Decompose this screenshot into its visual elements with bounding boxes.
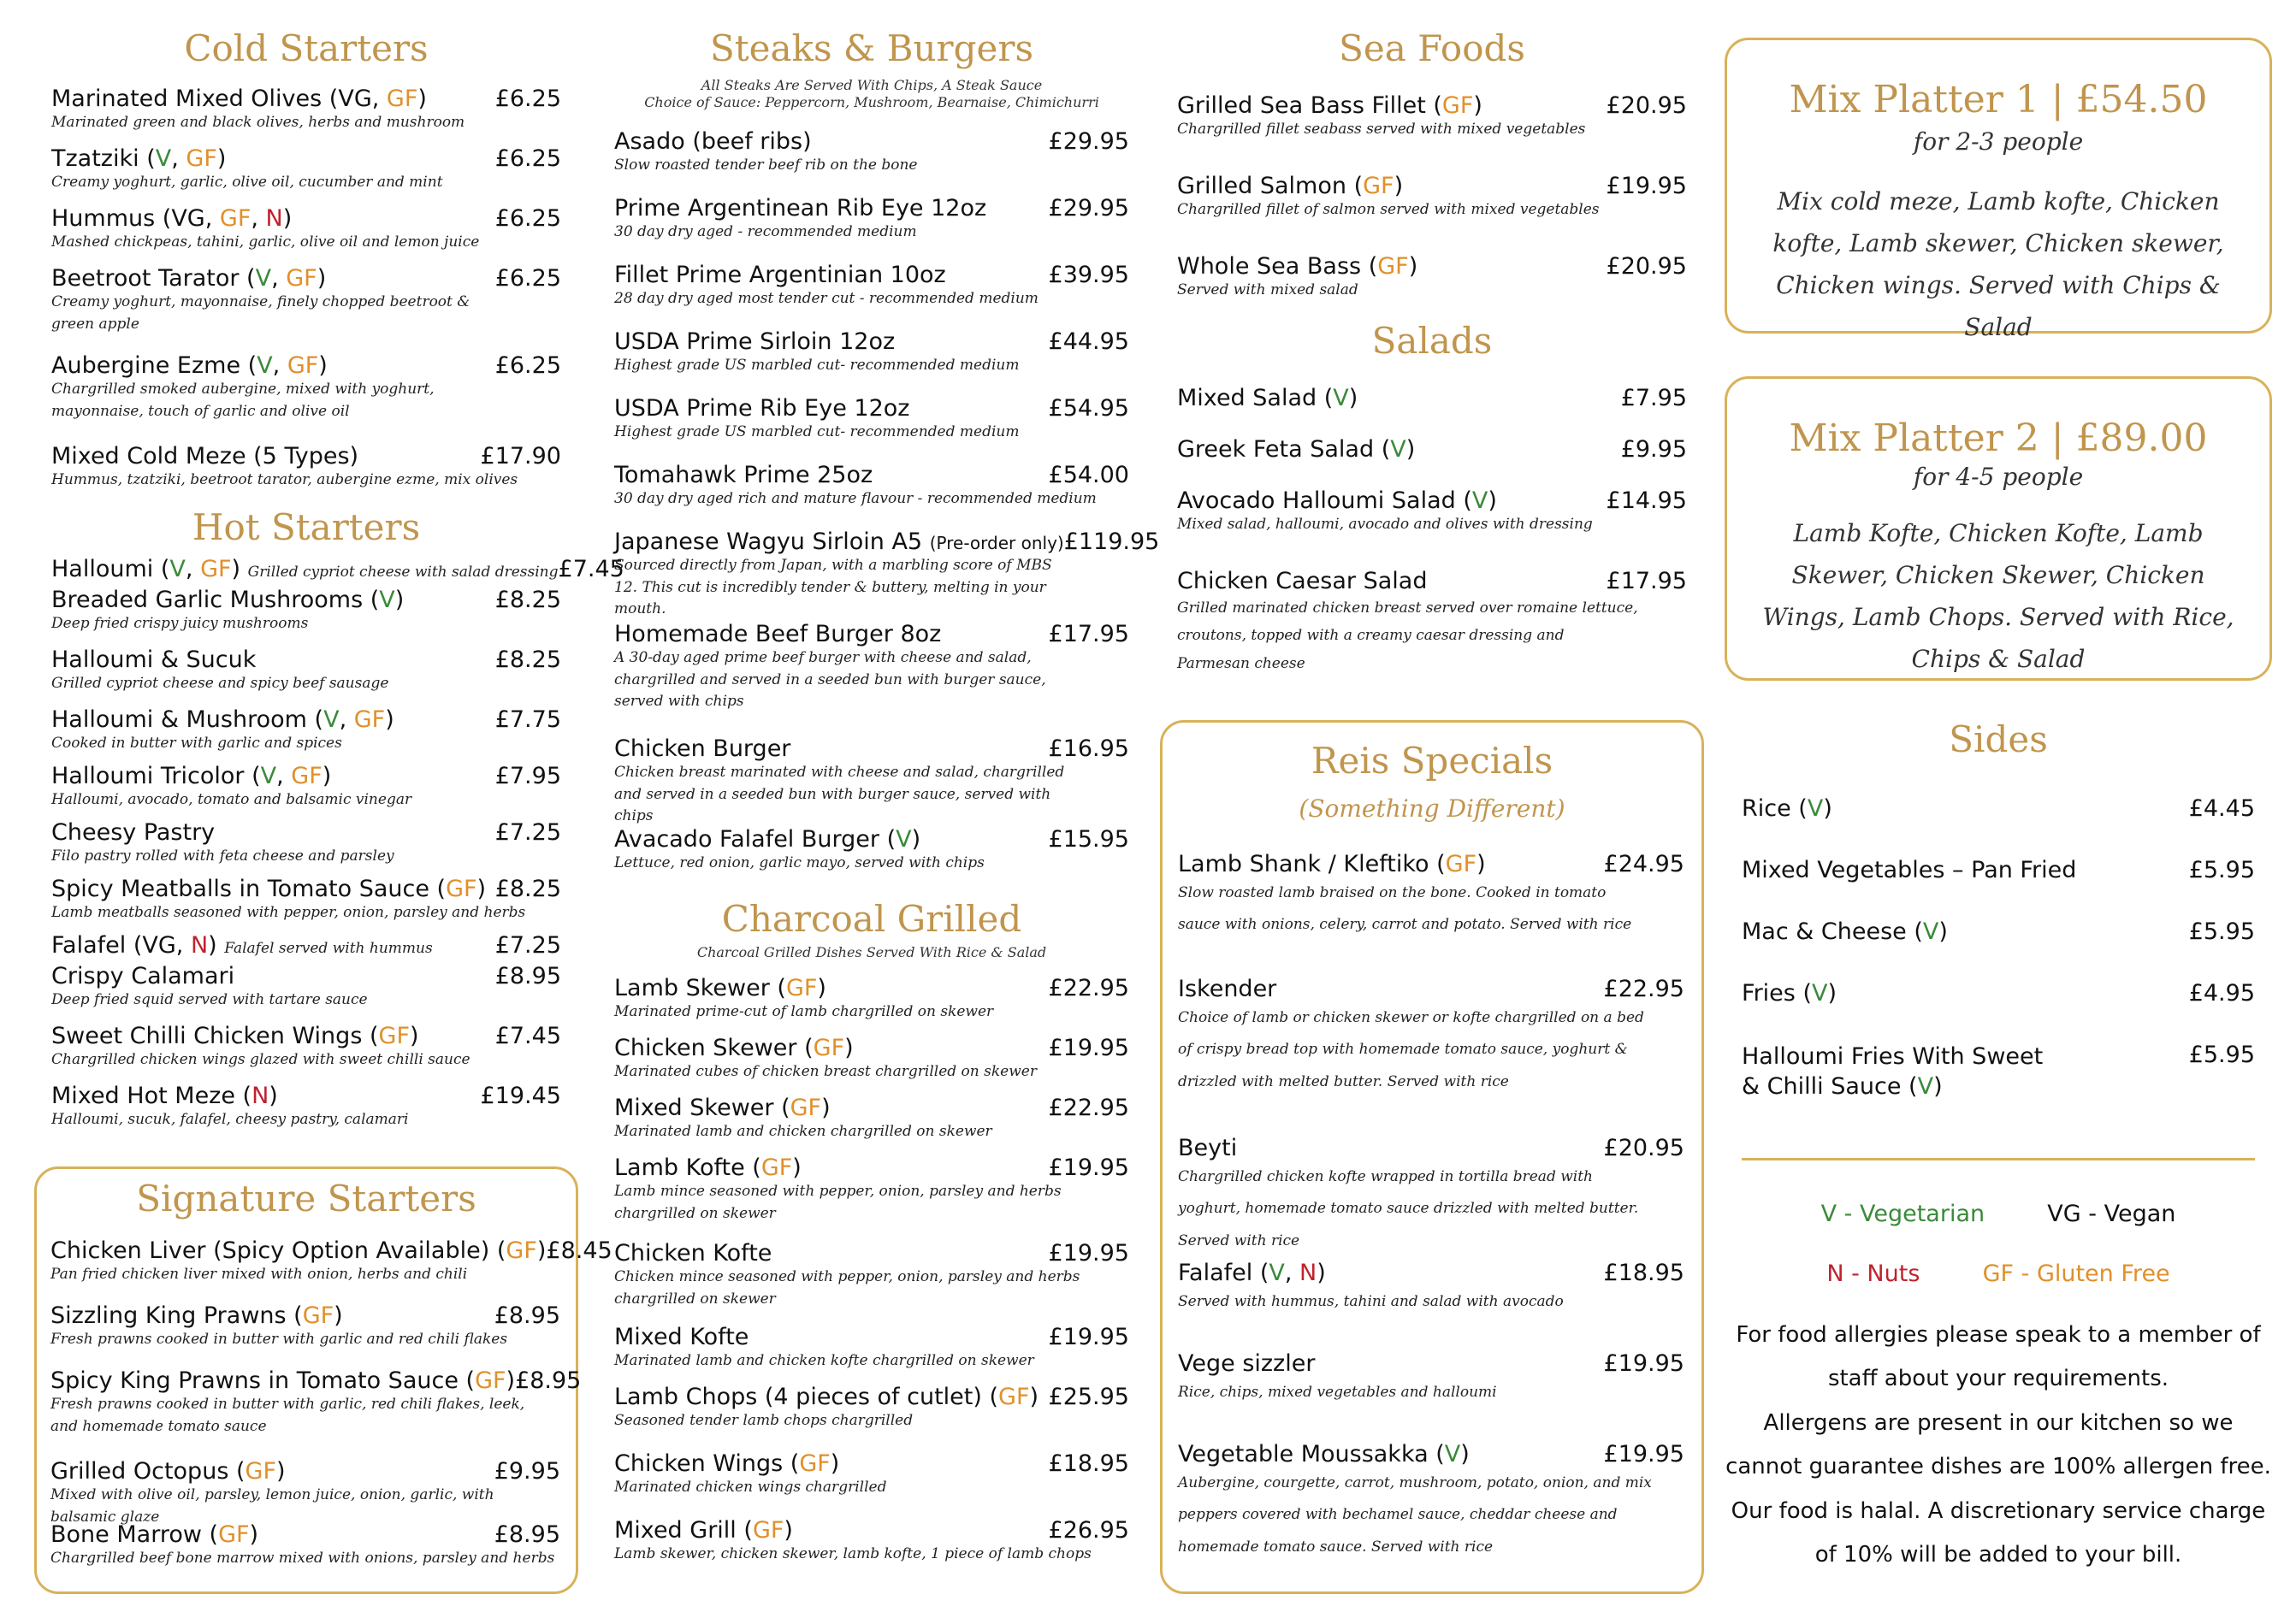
item-price: £19.95 <box>1603 1441 1684 1467</box>
legend-vegan: VG - Vegan <box>2047 1201 2176 1227</box>
item-name: Halloumi & Mushroom <box>51 706 307 733</box>
menu-item: Mixed Salad (V) £7.95 <box>1177 385 1687 411</box>
item-desc: 30 day dry aged - recommended medium <box>614 223 917 240</box>
menu-item: Sweet Chilli Chicken Wings (GF) £7.45 Chargrilled chicken wings glazed with sweet chilli sauce <box>51 1023 561 1072</box>
item-name: Tzatziki <box>51 145 139 172</box>
item-desc: Grilled cypriot cheese and spicy beef sausage <box>51 675 389 692</box>
item-price: £9.95 <box>494 1458 560 1485</box>
item-desc: Chargrilled fillet seabass served with mixed vegetables <box>1177 121 1586 138</box>
item-name: Bone Marrow <box>50 1521 202 1548</box>
menu-item: Tzatziki (V, GF) £6.25 Creamy yoghurt, garlic, olive oil, cucumber and mint <box>51 145 561 194</box>
item-name: Cheesy Pastry <box>51 819 216 846</box>
item-price: £6.25 <box>494 205 561 232</box>
item-name: Mac & Cheese <box>1742 918 1907 945</box>
item-desc: Chargrilled smoked aubergine, mixed with yoghurt, mayonnaise, touch of garlic and olive oil <box>51 381 435 420</box>
menu-item: Avacado Falafel Burger (V) £15.95 Lettuce, red onion, garlic mayo, served with chips <box>614 826 1129 875</box>
item-price: £8.45 <box>546 1237 612 1264</box>
item-price: £22.95 <box>1048 975 1129 1001</box>
item-price: £19.95 <box>1606 173 1687 199</box>
item-desc: 30 day dry aged rich and mature flavour - recommended medium <box>614 490 1097 507</box>
allergy-notice: For food allergies please speak to a member of staff about your requirements. Allergens are present in our kitchen so we cannot guarantee dishes are 100% allergen free. Our food is halal. A discretionary service charge of 10% will be added to your bill. <box>1725 1322 2271 1568</box>
platter-1-subtitle: for 2-3 people <box>1913 127 2084 156</box>
platter-1-price: £54.50 <box>2075 78 2208 121</box>
item-name: Halloumi Fries With Sweet & Chilli Sauce <box>1742 1043 2044 1101</box>
item-name: Rice <box>1742 795 1791 822</box>
item-name: Spicy Meatballs in Tomato Sauce <box>51 876 429 902</box>
item-price: £6.25 <box>494 145 561 172</box>
menu-item <box>614 529 1160 621</box>
item-price: £5.95 <box>2188 1042 2255 1068</box>
item-desc: Aubergine, courgette, carrot, mushroom, potato, onion, and mix peppers covered with bechamel sauce, cheddar cheese and homemade tomato sauce. Served with rice <box>1178 1474 1652 1556</box>
menu-item <box>614 195 1129 244</box>
item-price: £22.95 <box>1603 976 1684 1002</box>
item-price: £29.95 <box>1048 195 1129 221</box>
item-price: £19.95 <box>1603 1350 1684 1377</box>
menu-item <box>614 1324 1129 1373</box>
menu-item: Mixed Skewer (GF) £22.95 Marinated lamb and chicken chargrilled on skewer <box>614 1095 1129 1143</box>
item-name: Chicken Skewer <box>614 1035 797 1061</box>
item-desc: Creamy yoghurt, garlic, olive oil, cucumber and mint <box>51 174 443 191</box>
menu-item: Mac & Cheese (V) £5.95 <box>1742 918 2255 945</box>
item-name: Vege sizzler <box>1178 1350 1316 1377</box>
menu-item <box>1178 1350 1684 1408</box>
item-price: £4.45 <box>2188 795 2255 822</box>
item-price: £54.00 <box>1048 462 1129 488</box>
menu-item <box>614 1240 1129 1310</box>
item-name: Halloumi <box>51 556 154 582</box>
item-desc: Marinated lamb and chicken chargrilled on skewer <box>614 1123 992 1140</box>
item-name: Chicken Caesar Salad <box>1177 568 1428 594</box>
menu-item: Halloumi (V, GF) Grilled cypriot cheese with salad dressing £7.45 <box>51 556 624 582</box>
mix-platter-2-box <box>1725 376 2272 681</box>
item-price: £19.45 <box>480 1083 561 1109</box>
platter-2-subtitle: for 4-5 people <box>1913 463 2084 491</box>
legend-row-1 <box>1742 1201 2255 1227</box>
item-name: Tomahawk Prime 25oz <box>614 462 873 488</box>
item-price: £6.25 <box>494 86 561 112</box>
item-name: Mixed Salad <box>1177 385 1317 411</box>
item-name: Falafel <box>1178 1260 1253 1286</box>
item-desc: Mixed with olive oil, parsley, lemon juice, onion, garlic, with balsamic glaze <box>50 1486 494 1526</box>
menu-item <box>614 262 1129 310</box>
item-desc: Chicken breast marinated with cheese and salad, chargrilled and served in a seeded bun with burger sauce, served with chips <box>614 764 1065 824</box>
item-price: £20.95 <box>1603 1135 1684 1161</box>
item-desc: Falafel served with hummus <box>224 940 433 957</box>
item-desc: Cooked in butter with garlic and spices <box>51 735 342 752</box>
menu-item <box>614 735 1129 828</box>
item-desc: Fresh prawns cooked in butter with garlic, red chili flakes, leek, and homemade tomato sauce <box>50 1396 525 1435</box>
item-price: £8.25 <box>494 587 561 613</box>
item-name: Sizzling King Prawns <box>50 1302 287 1329</box>
steaks-subtitle-1: All Steaks Are Served With Chips, A Steak Sauce <box>701 77 1043 93</box>
preorder-note: (Pre-order only) <box>929 533 1064 553</box>
item-price: £17.95 <box>1606 568 1687 594</box>
item-name: Beetroot Tarator <box>51 265 240 292</box>
item-name: Hummus <box>51 205 156 232</box>
item-name: Greek Feta Salad <box>1177 436 1375 463</box>
reis-specials-box <box>1160 720 1704 1594</box>
item-desc: Served with mixed salad <box>1177 281 1358 298</box>
menu-item <box>51 963 561 1012</box>
menu-item: Grilled Salmon (GF) £19.95 Chargrilled fillet of salmon served with mixed vegetables <box>1177 173 1687 221</box>
item-price: £17.90 <box>480 443 561 469</box>
item-desc: Hummus, tzatziki, beetroot tarator, aubergine ezme, mix olives <box>51 471 518 488</box>
signature-starters-title: Signature Starters <box>136 1178 476 1219</box>
menu-item: Avocado Halloumi Salad (V) £14.95 Mixed salad, halloumi, avocado and olives with dressing <box>1177 487 1687 536</box>
item-name: Mixed Skewer <box>614 1095 774 1121</box>
item-desc: Highest grade US marbled cut- recommended medium <box>614 357 1020 374</box>
item-name: Crispy Calamari <box>51 963 235 989</box>
item-price: £18.95 <box>1603 1260 1684 1286</box>
item-name: USDA Prime Rib Eye 12oz <box>614 395 910 422</box>
seafoods-title: Sea Foods <box>1339 27 1525 69</box>
menu-item: Beetroot Tarator (V, GF) £6.25 Creamy yoghurt, mayonnaise, finely chopped beetroot & green apple <box>51 265 561 335</box>
item-desc: Deep fried crispy juicy mushrooms <box>51 615 309 632</box>
item-desc: Chargrilled chicken wings glazed with sweet chilli sauce <box>51 1051 470 1068</box>
item-name: Whole Sea Bass <box>1177 253 1362 280</box>
item-desc: Grilled marinated chicken breast served over romaine lettuce, croutons, topped with a creamy caesar dressing and Parmesan cheese <box>1177 599 1638 672</box>
item-name: Grilled Octopus <box>50 1458 229 1485</box>
item-name: Sweet Chilli Chicken Wings <box>51 1023 363 1049</box>
item-name: Fries <box>1742 980 1796 1007</box>
item-desc: Halloumi, sucuk, falafel, cheesy pastry, calamari <box>51 1111 409 1128</box>
signature-starters-box <box>34 1166 612 1594</box>
item-name: Lamb Skewer <box>614 975 770 1001</box>
item-price: £7.25 <box>494 932 561 959</box>
item-name: Avacado Falafel Burger <box>614 826 879 853</box>
platter-2-price: £89.00 <box>2075 416 2208 460</box>
item-desc: Lamb skewer, chicken skewer, lamb kofte, 1 piece of lamb chops <box>614 1545 1092 1562</box>
menu-item: Greek Feta Salad (V) £9.95 <box>1177 436 1687 463</box>
item-desc: Chicken mince seasoned with pepper, onion, parsley and herbs chargrilled on skewer <box>614 1268 1080 1308</box>
menu-item <box>1178 1135 1684 1257</box>
menu-item: Fries (V) £4.95 <box>1742 980 2255 1007</box>
item-price: £24.95 <box>1603 851 1684 877</box>
item-name: Mixed Hot Meze <box>51 1083 235 1109</box>
menu-item: Chicken Skewer (GF) £19.95 Marinated cubes of chicken breast chargrilled on skewer <box>614 1035 1129 1084</box>
menu-item: Breaded Garlic Mushrooms (V) £8.25 Deep fried crispy juicy mushrooms <box>51 587 561 635</box>
item-desc: Lamb meatballs seasoned with pepper, onion, parsley and herbs <box>51 904 526 921</box>
item-desc: Mixed salad, halloumi, avocado and olives with dressing <box>1177 516 1593 533</box>
item-name: Prime Argentinean Rib Eye 12oz <box>614 195 987 221</box>
menu-item: Whole Sea Bass (GF) £20.95 Served with mixed salad <box>1177 253 1687 302</box>
item-desc: Filo pastry rolled with feta cheese and parsley <box>51 847 394 865</box>
sides-title: Sides <box>1949 718 2048 760</box>
steaks-title: Steaks & Burgers <box>710 27 1033 69</box>
item-desc: Sourced directly from Japan, with a marbling score of MBS 12. This cut is incredibly tender & buttery, melting in your mouth. <box>614 557 1052 617</box>
item-desc: Fresh prawns cooked in butter with garlic and red chili flakes <box>50 1331 508 1348</box>
item-price: £54.95 <box>1048 395 1129 422</box>
item-name: Mixed Grill <box>614 1517 737 1544</box>
item-desc: Mashed chickpeas, tahini, garlic, olive oil and lemon juice <box>51 233 480 251</box>
item-name: Halloumi Tricolor <box>51 763 245 789</box>
legend-nuts: N - Nuts <box>1826 1261 1920 1287</box>
menu-item: Falafel (V, N) £18.95 Served with hummus, tahini and salad with avocado <box>1178 1260 1684 1318</box>
item-price: £29.95 <box>1048 128 1129 155</box>
platter-1-desc: Mix cold meze, Lamb kofte, Chicken kofte, Lamb skewer, Chicken skewer, Chicken wings. Served with Chips & Salad <box>1772 187 2224 341</box>
item-name: Mixed Cold Meze (5 Types) <box>51 443 359 469</box>
item-name: Lamb Shank / Kleftiko <box>1178 851 1429 877</box>
menu-item: Chicken Wings (GF) £18.95 Marinated chicken wings chargrilled <box>614 1450 1129 1499</box>
menu-item: Lamb Shank / Kleftiko (GF) £24.95 Slow roasted lamb braised on the bone. Cooked in tomato sauce with onions, celery, carrot and potato. Served with rice <box>1178 851 1684 942</box>
item-name: Chicken Wings <box>614 1450 784 1477</box>
hot-starters-title: Hot Starters <box>192 506 421 548</box>
menu-item: Aubergine Ezme (V, GF) £6.25 Chargrilled smoked aubergine, mixed with yoghurt, mayonnaise, touch of garlic and olive oil <box>51 352 561 422</box>
item-price: £7.95 <box>494 763 561 789</box>
platter-1-title: Mix Platter 1 | £54.50 <box>1789 78 2208 121</box>
menu-item: Mixed Grill (GF) £26.95 Lamb skewer, chicken skewer, lamb kofte, 1 piece of lamb chops <box>614 1517 1129 1566</box>
cold-starters-title: Cold Starters <box>184 27 429 69</box>
item-name: Lamb Chops (4 pieces of cutlet) <box>614 1384 982 1410</box>
item-price: £5.95 <box>2188 918 2255 945</box>
item-desc: Grilled cypriot cheese with salad dressing <box>247 564 559 581</box>
item-price: £7.45 <box>494 1023 561 1049</box>
item-price: £6.25 <box>494 352 561 379</box>
item-price: £20.95 <box>1606 92 1687 119</box>
menu-item: Grilled Octopus (GF) £9.95 Mixed with olive oil, parsley, lemon juice, onion, garlic, with balsamic glaze <box>50 1458 560 1528</box>
item-price: £15.95 <box>1048 826 1129 853</box>
mix-platter-1-box <box>1725 38 2272 341</box>
item-name: Falafel <box>51 932 127 959</box>
menu-item: Bone Marrow (GF) £8.95 Chargrilled beef bone marrow mixed with onions, parsley and herbs <box>50 1521 560 1570</box>
item-price: £19.95 <box>1048 1154 1129 1181</box>
item-price: £8.95 <box>494 1302 560 1329</box>
menu-item: Marinated Mixed Olives (VG, GF) £6.25 Marinated green and black olives, herbs and mushroom <box>51 86 561 134</box>
item-desc: Marinated lamb and chicken kofte chargrilled on skewer <box>614 1352 1034 1369</box>
item-price: £8.95 <box>494 1521 560 1548</box>
menu-item: Spicy Meatballs in Tomato Sauce (GF) £8.25 Lamb meatballs seasoned with pepper, onion, parsley and herbs <box>51 876 561 924</box>
item-price: £18.95 <box>1048 1450 1129 1477</box>
item-desc: 28 day dry aged most tender cut - recommended medium <box>614 290 1039 307</box>
item-desc: Chargrilled chicken kofte wrapped in tortilla bread with yoghurt, homemade tomato sauce drizzled with melted butter. Served with rice <box>1178 1168 1639 1249</box>
item-price: £19.95 <box>1048 1324 1129 1350</box>
item-price: £8.25 <box>494 876 561 902</box>
item-price: £39.95 <box>1048 262 1129 288</box>
menu-item: Chicken Liver (Spicy Option Available) (GF) £8.45 Pan fried chicken liver mixed with onion, herbs and chili <box>50 1237 560 1286</box>
item-desc: Lettuce, red onion, garlic mayo, served with chips <box>614 854 985 871</box>
platter-2-desc: Lamb Kofte, Chicken Kofte, Lamb Skewer, Chicken Skewer, Chicken Wings, Lamb Chops. Served with Rice, Chips & Salad <box>1762 519 2234 673</box>
item-name: Beyti <box>1178 1135 1238 1161</box>
charcoal-subtitle: Charcoal Grilled Dishes Served With Rice & Salad <box>696 944 1047 960</box>
item-name: Mixed Kofte <box>614 1324 749 1350</box>
item-price: £26.95 <box>1048 1517 1129 1544</box>
item-price: £5.95 <box>2188 857 2255 883</box>
item-desc: Halloumi, avocado, tomato and balsamic vinegar <box>51 791 412 808</box>
item-price: £16.95 <box>1048 735 1129 762</box>
menu-item <box>51 647 561 695</box>
menu-item: Sizzling King Prawns (GF) £8.95 Fresh prawns cooked in butter with garlic and red chili flakes <box>50 1302 560 1351</box>
legend-vegetarian: V - Vegetarian <box>1820 1201 1985 1227</box>
item-desc: Slow roasted lamb braised on the bone. Cooked in tomato sauce with onions, celery, carrot and potato. Served with rice <box>1178 884 1632 934</box>
menu-item: Halloumi Tricolor (V, GF) £7.95 Halloumi, avocado, tomato and balsamic vinegar <box>51 763 561 812</box>
item-desc: Served with hummus, tahini and salad with avocado <box>1178 1293 1564 1310</box>
item-name: Iskender <box>1178 976 1277 1002</box>
item-price: £17.95 <box>1048 621 1129 647</box>
menu-item: Lamb Kofte (GF) £19.95 Lamb mince seasoned with pepper, onion, parsley and herbs chargrilled on skewer <box>614 1154 1129 1225</box>
item-price: £4.95 <box>2188 980 2255 1007</box>
item-price: £19.95 <box>1048 1240 1129 1267</box>
item-desc: Pan fried chicken liver mixed with onion, herbs and chili <box>50 1266 468 1283</box>
item-desc: Choice of lamb or chicken skewer or kofte chargrilled on a bed of crispy bread top with homemade tomato sauce, yoghurt & drizzled with melted butter. Served with rice <box>1178 1009 1644 1090</box>
item-name: Homemade Beef Burger 8oz <box>614 621 942 647</box>
item-name: Fillet Prime Argentinian 10oz <box>614 262 946 288</box>
menu-item <box>614 462 1129 511</box>
item-price: £7.45 <box>558 556 624 582</box>
item-name: Avocado Halloumi Salad <box>1177 487 1456 514</box>
item-name: USDA Prime Sirloin 12oz <box>614 328 896 355</box>
menu-item: Falafel (VG, N) Falafel served with hummus £7.25 <box>51 932 561 959</box>
item-desc: Creamy yoghurt, mayonnaise, finely chopped beetroot & green apple <box>51 293 470 333</box>
item-name: Grilled Sea Bass Fillet <box>1177 92 1426 119</box>
item-name: Japanese Wagyu Sirloin A5 <box>614 529 923 555</box>
item-desc: A 30-day aged prime beef burger with cheese and salad, chargrilled and served in a seeded bun with burger sauce, served with chips <box>614 649 1046 710</box>
item-name: Halloumi & Sucuk <box>51 647 257 673</box>
item-desc: Highest grade US marbled cut- recommended medium <box>614 423 1020 440</box>
menu-item <box>614 395 1129 444</box>
menu-item: Vegetable Moussakka (V) £19.95 Aubergine, courgette, carrot, mushroom, potato, onion, and mix peppers covered with bechamel sauce, cheddar cheese and homemade tomato sauce. Served with rice <box>1178 1441 1684 1563</box>
item-name: Chicken Burger <box>614 735 791 762</box>
charcoal-title: Charcoal Grilled <box>721 898 1022 940</box>
item-desc: Marinated cubes of chicken breast chargrilled on skewer <box>614 1063 1037 1080</box>
item-price: £6.25 <box>494 265 561 292</box>
item-price: £44.95 <box>1048 328 1129 355</box>
item-price: £8.95 <box>515 1367 582 1394</box>
item-price: £7.25 <box>494 819 561 846</box>
item-desc: Marinated green and black olives, herbs and mushroom <box>51 114 465 131</box>
item-desc: Chargrilled beef bone marrow mixed with onions, parsley and herbs <box>50 1550 555 1567</box>
item-name: Breaded Garlic Mushrooms <box>51 587 364 613</box>
menu-item: Grilled Sea Bass Fillet (GF) £20.95 Chargrilled fillet seabass served with mixed vegetables <box>1177 92 1687 141</box>
item-name: Vegetable Moussakka <box>1178 1441 1429 1467</box>
item-desc: Rice, chips, mixed vegetables and halloumi <box>1178 1384 1497 1401</box>
menu-item <box>614 128 1129 177</box>
item-price: £7.95 <box>1620 385 1687 411</box>
item-desc: Slow roasted tender beef rib on the bone <box>614 156 918 174</box>
menu-item: Halloumi Fries With Sweet & Chilli Sauce (V) £5.95 <box>1742 1042 2255 1101</box>
menu-item: Lamb Chops (4 pieces of cutlet) (GF) £25.95 Seasoned tender lamb chops chargrilled <box>614 1384 1129 1432</box>
item-desc: Seasoned tender lamb chops chargrilled <box>614 1412 914 1429</box>
menu-item <box>614 621 1129 713</box>
menu-item <box>1178 976 1684 1098</box>
item-price: £25.95 <box>1048 1384 1129 1410</box>
item-name: Mixed Vegetables – Pan Fried <box>1742 857 2077 883</box>
item-price: £8.95 <box>494 963 561 989</box>
menu-item <box>51 443 561 492</box>
item-desc: Marinated chicken wings chargrilled <box>614 1479 887 1496</box>
legend-gluten-free: GF - Gluten Free <box>1982 1261 2170 1287</box>
divider <box>1742 1158 2255 1160</box>
platter-2-title: Mix Platter 2 | £89.00 <box>1789 416 2208 460</box>
menu-item <box>1742 857 2255 883</box>
item-name: Grilled Salmon <box>1177 173 1346 199</box>
item-desc: Lamb mince seasoned with pepper, onion, parsley and herbs chargrilled on skewer <box>614 1183 1062 1222</box>
menu-item: Spicy King Prawns in Tomato Sauce (GF) £8.95 Fresh prawns cooked in butter with garlic, red chili flakes, leek, and homemade tomato sauce <box>50 1367 560 1438</box>
menu-item <box>614 328 1129 377</box>
item-price: £19.95 <box>1048 1035 1129 1061</box>
item-desc: Deep fried squid served with tartare sauce <box>51 991 368 1008</box>
item-name: Marinated Mixed Olives <box>51 86 323 112</box>
item-price: £8.25 <box>494 647 561 673</box>
steaks-subtitle-2: Choice of Sauce: Peppercorn, Mushroom, Bearnaise, Chimichurri <box>644 94 1099 110</box>
item-name: Chicken Liver (Spicy Option Available) <box>50 1237 490 1264</box>
item-price: £20.95 <box>1606 253 1687 280</box>
menu-item <box>51 819 561 868</box>
item-name: Spicy King Prawns in Tomato Sauce <box>50 1367 459 1394</box>
item-name: Aubergine Ezme <box>51 352 241 379</box>
reis-subtitle: (Something Different) <box>1299 794 1565 823</box>
item-price: £7.75 <box>494 706 561 733</box>
reis-title: Reis Specials <box>1311 740 1553 782</box>
legend-row-2 <box>1742 1261 2255 1287</box>
item-price: £119.95 <box>1063 529 1160 555</box>
item-name: Lamb Kofte <box>614 1154 745 1181</box>
item-price: £22.95 <box>1048 1095 1129 1121</box>
menu-item: Rice (V) £4.45 <box>1742 795 2255 822</box>
menu-item: Lamb Skewer (GF) £22.95 Marinated prime-cut of lamb chargrilled on skewer <box>614 975 1129 1024</box>
menu-item <box>1177 568 1687 677</box>
item-price: £14.95 <box>1606 487 1687 514</box>
menu-item: Hummus (VG, GF, N) £6.25 Mashed chickpeas, tahini, garlic, olive oil and lemon juice <box>51 205 561 254</box>
item-desc: Marinated prime-cut of lamb chargrilled on skewer <box>614 1003 994 1020</box>
menu-item: Halloumi & Mushroom (V, GF) £7.75 Cooked in butter with garlic and spices <box>51 706 561 755</box>
item-name: Asado (beef ribs) <box>614 128 812 155</box>
item-name: Chicken Kofte <box>614 1240 772 1267</box>
menu-item: Mixed Hot Meze (N) £19.45 Halloumi, sucuk, falafel, cheesy pastry, calamari <box>51 1083 561 1131</box>
item-desc: Chargrilled fillet of salmon served with mixed vegetables <box>1177 201 1600 218</box>
item-price: £9.95 <box>1620 436 1687 463</box>
salads-title: Salads <box>1371 320 1493 362</box>
